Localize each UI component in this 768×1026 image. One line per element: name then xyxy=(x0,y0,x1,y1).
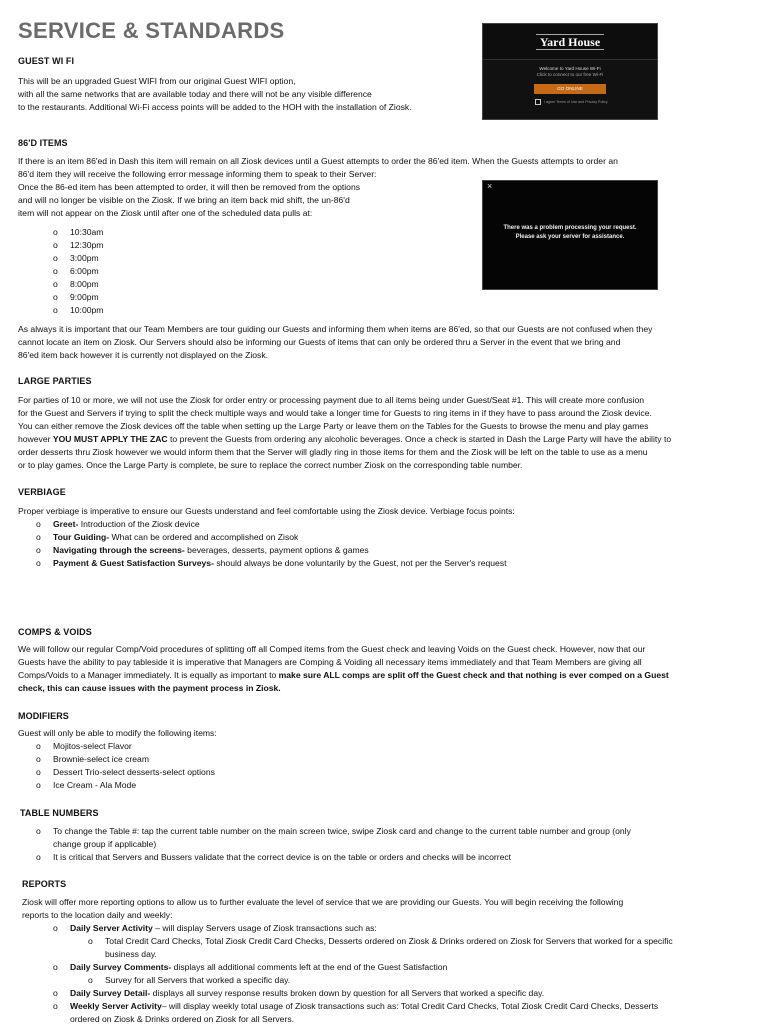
text-line: Once the 86-ed item has been attempted to order, it will then be removed from the options xyxy=(18,182,361,192)
large-parties-text xyxy=(18,394,758,472)
wifi-screenshot xyxy=(482,23,658,120)
go-online-button[interactable]: GO ONLINE xyxy=(534,84,606,94)
text-line: or to play games. Once the Large Party is complete, be sure to replace the correct number Ziosk on the corresponding table number. xyxy=(18,460,523,470)
verbiage-heading: VERBIAGE xyxy=(18,487,66,497)
text-line: with all the same networks that are available today and there will not be any visible difference xyxy=(18,89,372,99)
list-item: o Total Credit Card Checks, Total Ziosk Credit Card Checks, Desserts ordered on Ziosk & Drinks ordered on Ziosk for Servers that worked for a specific business day. xyxy=(88,936,673,959)
text-line: You can either remove the Ziosk devices off the table when setting up the Large Party or leave them on the Tables for the Guests to browse the menu and play games xyxy=(18,421,649,431)
text-line: Guests have the ability to pay tableside it is imperative that Managers are Comping & Voiding all necessary items immediately and that Team Members are giving all xyxy=(18,657,642,667)
items86-after xyxy=(18,323,758,362)
table-numbers-heading: TABLE NUMBERS xyxy=(20,808,99,818)
yard-house-logo: Yard House xyxy=(536,34,604,50)
list-item: o 6:00pm xyxy=(53,266,99,276)
wifi-welcome: Welcome to Yard House Wi-Fi xyxy=(539,66,601,71)
text-line: item will not appear on the Ziosk until after one of the scheduled data pulls at: xyxy=(18,208,313,218)
list-item: o Greet- Introduction of the Ziosk device xyxy=(36,519,200,529)
modifiers-list xyxy=(36,740,215,792)
text-line: cannot locate an item on Ziosk. Our Servers should also be informing our Guests of items that can only be ordered thru a Server in the event that we bring and xyxy=(18,337,621,347)
text-line: We will follow our regular Comp/Void procedures of splitting off all Comped items from the Guest check and leaving Voids on the Guest check. However, now that our xyxy=(18,644,646,654)
table-numbers-list xyxy=(36,825,743,864)
text-line: Comps/Voids to a Manager immediately. It is equally as important to make sure ALL comps are split off the Guest check and that nothing is ever comped on a Guest xyxy=(18,670,669,680)
list-item: o Daily Survey Comments- displays all additional comments left at the end of the Guest Satisfaction xyxy=(53,962,448,972)
text-line: reports to the location daily and weekly: xyxy=(22,910,173,920)
reports-text xyxy=(22,896,752,922)
list-item: o Tour Guiding- What can be ordered and accomplished on Zisok xyxy=(36,532,299,542)
list-item: o Payment & Guest Satisfaction Surveys- should always be done voluntarily by the Guest, not per the Server's request xyxy=(36,558,507,568)
list-item: o Dessert Trio-select desserts-select options xyxy=(36,767,215,777)
terms-label: I agree Terms of Use and Privacy Policy xyxy=(544,100,608,104)
text-line: order desserts thru Ziosk however we would inform them that the Server will gladly ring in those items for them and the Ziosk will be left on the table to use as a menu xyxy=(18,447,648,457)
page-title: SERVICE & STANDARDS xyxy=(18,18,285,43)
error-line-1: There was a problem processing your request. xyxy=(503,225,637,231)
list-item: o Daily Server Activity – will display Servers usage of Ziosk transactions such as: xyxy=(53,923,377,933)
modifiers-heading: MODIFIERS xyxy=(18,711,69,721)
guest-wifi-text xyxy=(18,75,478,114)
list-item: o 10:30am xyxy=(53,227,104,237)
list-item: o It is critical that Servers and Bussers validate that the correct device is on the table or orders and checks will be incorrect xyxy=(36,852,512,862)
list-item: o Ice Cream - Ala Mode xyxy=(36,780,137,790)
list-item: o Navigating through the screens- beverages, desserts, payment options & games xyxy=(36,545,369,555)
text-line: Ziosk will offer more reporting options to allow us to further evaluate the level of service that we are providing our Guests. You will begin receiving the following xyxy=(22,897,624,907)
reports-heading: REPORTS xyxy=(22,879,67,889)
large-parties-heading: LARGE PARTIES xyxy=(18,376,92,386)
verbiage-intro: Proper verbiage is imperative to ensure our Guests understand and feel comfortable using the Ziosk device. Verbiage focus points: xyxy=(18,506,515,516)
list-item: o 12:30pm xyxy=(53,240,104,250)
comps-text xyxy=(18,643,758,695)
data-pull-times xyxy=(53,226,104,317)
wifi-sub: Click to connect to our free Wi-Fi xyxy=(536,72,604,77)
terms-row xyxy=(535,99,657,105)
text-line: If there is an item 86'ed in Dash this item will remain on all Ziosk devices until a Guest attempts to order the 86'ed item. When the Guests attempts to order an xyxy=(18,156,618,166)
list-item: o 8:00pm xyxy=(53,279,99,289)
reports-list xyxy=(53,922,750,1026)
list-item: o 3:00pm xyxy=(53,253,99,263)
text-line: 86'ed item back however it is currently not displayed on the Ziosk. xyxy=(18,350,269,360)
terms-checkbox[interactable] xyxy=(535,99,541,105)
zac-emphasis: YOU MUST APPLY THE ZAC xyxy=(52,434,168,444)
items86-heading: 86'D ITEMS xyxy=(18,138,68,148)
error-line-2: Please ask your server for assistance. xyxy=(515,234,625,240)
text-line: and will no longer be visible on the Ziosk. If we bring an item back mid shift, the un-86'd xyxy=(18,195,350,205)
list-item: o 10:00pm xyxy=(53,305,104,315)
close-icon[interactable]: × xyxy=(487,181,493,191)
text-line: however YOU MUST APPLY THE ZAC to prevent the Guests from ordering any alcoholic beverages. Once a check is started in Dash the Large Party will have the ability to xyxy=(18,434,672,444)
text-line: For parties of 10 or more, we will not use the Ziosk for order entry or processing payment due to all items being under Guest/Seat #1. This will create more confusion xyxy=(18,395,645,405)
list-item: o Brownie-select ice cream xyxy=(36,754,149,764)
text-line: As always it is important that our Team Members are tour guiding our Guests and informing them when items are 86'ed, so that our Guests are not confused when they xyxy=(18,324,653,334)
list-item: o Weekly Server Activity– will display weekly total usage of Ziosk transactions such as: Total Credit Card Checks, Total Ziosk Credit Card Checks, Desserts ordered on Ziosk & Drinks ordered on Ziosk for all Servers. xyxy=(53,1001,659,1024)
text-line: to the restaurants. Additional Wi-Fi access points will be added to the HOH with the installation of Ziosk. xyxy=(18,102,412,112)
comps-heading: COMPS & VOIDS xyxy=(18,627,92,637)
text-line: for the Guest and Servers if trying to split the check multiple ways and would take a longer time for Guests to ring items in if they have to pass around the Ziosk device. xyxy=(18,408,652,418)
list-item: o Survey for all Servers that worked a specific day. xyxy=(88,975,291,985)
list-item: o 9:00pm xyxy=(53,292,99,302)
error-screenshot xyxy=(482,180,658,290)
text-line: 86'd item they will receive the following error message informing them to speak to their Server: xyxy=(18,169,377,179)
list-item: o To change the Table #: tap the current table number on the main screen twice, swipe Ziosk card and change to the current table number and group (only change group if applicable) xyxy=(36,826,631,849)
list-item: o Daily Survey Detail- displays all survey response results broken down by question for all Servers that worked a specific day. xyxy=(53,988,545,998)
verbiage-points xyxy=(36,518,507,570)
list-item: o Mojitos-select Flavor xyxy=(36,741,132,751)
text-line: This will be an upgraded Guest WIFI from our original Guest WIFI option, xyxy=(18,76,296,86)
guest-wifi-heading: GUEST WI FI xyxy=(18,56,75,66)
text-line: check, this can cause issues with the payment process in Ziosk. xyxy=(18,683,281,693)
modifiers-intro: Guest will only be able to modify the following items: xyxy=(18,728,217,738)
